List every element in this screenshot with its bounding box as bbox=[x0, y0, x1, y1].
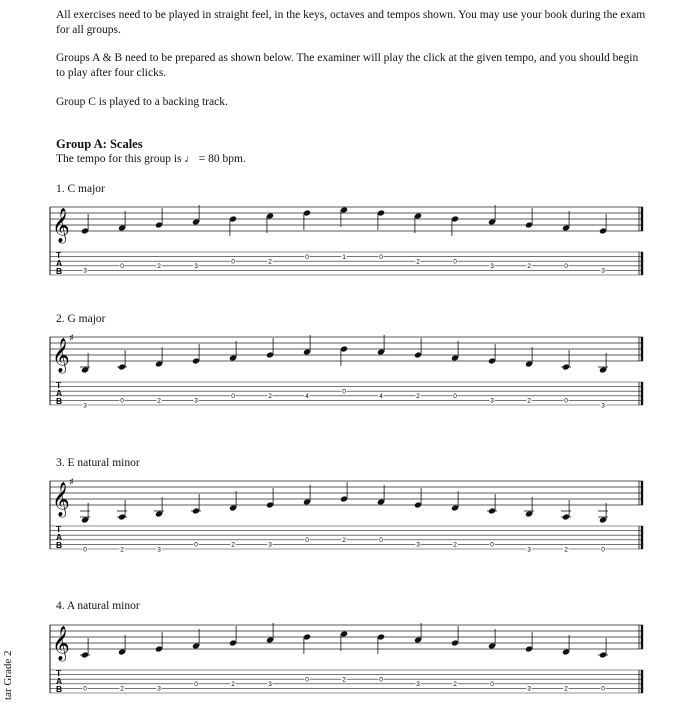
tab-fret-number: 4 bbox=[305, 393, 309, 401]
tab-fret-number: 0 bbox=[83, 685, 87, 693]
tab-fret-number: 3 bbox=[194, 397, 198, 405]
tab-fret-number: 2 bbox=[157, 397, 161, 405]
tab-fret-number: 3 bbox=[268, 541, 272, 549]
tab-fret-number: 0 bbox=[601, 546, 605, 554]
tab-fret-number: 0 bbox=[83, 546, 87, 554]
tab-fret-number: 2 bbox=[157, 263, 161, 271]
tab-clef-letter: A bbox=[56, 258, 63, 268]
tab-clef-letter: A bbox=[56, 388, 63, 398]
tab-fret-number: 0 bbox=[379, 253, 383, 261]
tab-fret-number: 2 bbox=[453, 681, 457, 689]
tab-clef-letter: B bbox=[56, 540, 63, 550]
tab-fret-number: 2 bbox=[453, 541, 457, 549]
tab-fret-number: 0 bbox=[490, 681, 494, 689]
tab-fret-number: 3 bbox=[527, 546, 531, 554]
tab-fret-number: 2 bbox=[231, 681, 235, 689]
treble-clef-icon: 𝄞 bbox=[52, 482, 70, 517]
tab-fret-number: 2 bbox=[416, 393, 420, 401]
tab-fret-number: 3 bbox=[490, 397, 494, 405]
tab-fret-number: 0 bbox=[231, 393, 235, 401]
tab-fret-number: 2 bbox=[268, 393, 272, 401]
tab-fret-number: 0 bbox=[342, 388, 346, 396]
tab-fret-number: 2 bbox=[527, 263, 531, 271]
intro-paragraph-3: Group C is played to a backing track. bbox=[56, 96, 228, 108]
tab-fret-number: 0 bbox=[120, 397, 124, 405]
tab-fret-number: 0 bbox=[194, 541, 198, 549]
exercise-label-2: 2. G major bbox=[56, 313, 106, 325]
tab-fret-number: 0 bbox=[305, 537, 309, 545]
tab-fret-number: 0 bbox=[231, 258, 235, 266]
tab-fret-number: 0 bbox=[601, 685, 605, 693]
exercise-notation-3 bbox=[0, 474, 700, 566]
tab-fret-number: 3 bbox=[157, 685, 161, 693]
exercise-label-3: 3. E natural minor bbox=[56, 457, 140, 469]
tab-clef-letter: T bbox=[56, 668, 62, 678]
tab-clef-letter: T bbox=[56, 524, 62, 534]
sharp-icon: ♯ bbox=[69, 477, 74, 488]
tab-clef-letter: A bbox=[56, 676, 63, 686]
tab-fret-number: 0 bbox=[379, 676, 383, 684]
tab-fret-number: 2 bbox=[527, 397, 531, 405]
tempo-prefix: The tempo for this group is bbox=[56, 153, 185, 165]
tab-clef-letter: T bbox=[56, 380, 62, 390]
tab-clef-letter: T bbox=[56, 250, 62, 260]
tab-fret-number: 3 bbox=[601, 402, 605, 410]
tempo-line bbox=[56, 152, 646, 167]
tab-fret-number: 3 bbox=[268, 681, 272, 689]
sharp-icon: ♯ bbox=[69, 333, 74, 344]
tab-clef-letter: B bbox=[56, 396, 63, 406]
tab-fret-number: 3 bbox=[416, 541, 420, 549]
tab-fret-number: 0 bbox=[564, 263, 568, 271]
tab-fret-number: 0 bbox=[379, 537, 383, 545]
tab-fret-number: 3 bbox=[83, 402, 87, 410]
tab-fret-number: 1 bbox=[342, 253, 346, 261]
tab-fret-number: 2 bbox=[564, 546, 568, 554]
tab-fret-number: 2 bbox=[268, 258, 272, 266]
treble-clef-icon: 𝄞 bbox=[52, 626, 70, 661]
tab-fret-number: 4 bbox=[379, 393, 383, 401]
tab-fret-number: 0 bbox=[453, 393, 457, 401]
intro-paragraph-2: Groups A & B need to be prepared as shown below. The examiner will play the click at the given tempo, and you should begin to play after four clicks. bbox=[56, 52, 639, 79]
intro-paragraph-1: All exercises need to be played in straight feel, in the keys, octaves and tempos shown. You may use your book during the exam for all groups. bbox=[56, 9, 646, 36]
tab-clef-letter: A bbox=[56, 532, 63, 542]
tab-fret-number: 0 bbox=[564, 397, 568, 405]
treble-clef-icon: 𝄞 bbox=[52, 338, 70, 373]
treble-clef-icon: 𝄞 bbox=[52, 208, 70, 243]
side-running-title: tar Grade 2 bbox=[2, 650, 14, 700]
tab-fret-number: 3 bbox=[194, 263, 198, 271]
tab-fret-number: 2 bbox=[342, 676, 346, 684]
tab-fret-number: 3 bbox=[83, 267, 87, 275]
tab-fret-number: 0 bbox=[490, 541, 494, 549]
exercise-notation-4 bbox=[0, 618, 700, 710]
exercise-label-4: 4. A natural minor bbox=[56, 600, 140, 612]
tab-fret-number: 2 bbox=[342, 537, 346, 545]
exercise-label-1: 1. C major bbox=[56, 183, 105, 195]
tab-fret-number: 3 bbox=[601, 267, 605, 275]
tab-fret-number: 2 bbox=[120, 685, 124, 693]
exercise-notation-1 bbox=[0, 200, 700, 292]
tab-fret-number: 2 bbox=[231, 541, 235, 549]
tab-clef-letter: B bbox=[56, 684, 63, 694]
tab-clef-letter: B bbox=[56, 266, 63, 276]
tab-fret-number: 0 bbox=[453, 258, 457, 266]
tab-fret-number: 3 bbox=[527, 685, 531, 693]
tab-fret-number: 2 bbox=[120, 546, 124, 554]
tab-fret-number: 0 bbox=[305, 676, 309, 684]
tab-fret-number: 3 bbox=[157, 546, 161, 554]
group-a-heading: Group A: Scales bbox=[56, 137, 143, 151]
tab-fret-number: 0 bbox=[120, 263, 124, 271]
quarter-note-icon: ♩ bbox=[184, 153, 196, 165]
tab-fret-number: 2 bbox=[564, 685, 568, 693]
tempo-suffix: = 80 bpm. bbox=[195, 153, 246, 165]
tab-fret-number: 0 bbox=[194, 681, 198, 689]
tab-fret-number: 3 bbox=[490, 263, 494, 271]
tab-fret-number: 2 bbox=[416, 258, 420, 266]
tab-fret-number: 0 bbox=[305, 253, 309, 261]
tab-fret-number: 3 bbox=[416, 681, 420, 689]
exercise-notation-2 bbox=[0, 330, 700, 422]
